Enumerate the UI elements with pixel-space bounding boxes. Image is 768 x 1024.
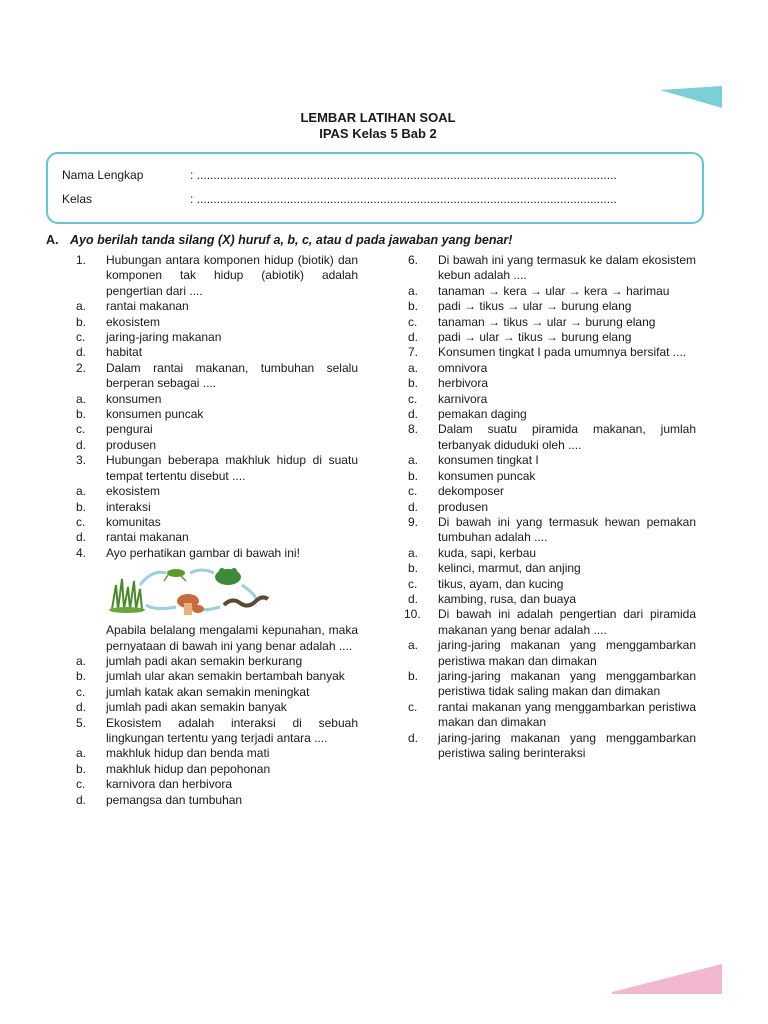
option-text: komunitas — [106, 514, 161, 529]
option-1c[interactable] — [76, 330, 358, 345]
name-field[interactable]: .............................................................................................................................. — [196, 168, 617, 182]
option-4a[interactable] — [76, 654, 358, 669]
section-instruction — [46, 233, 512, 247]
option-text: konsumen — [106, 391, 162, 406]
option-5b[interactable] — [76, 762, 358, 777]
food-chain-illustration — [106, 565, 358, 617]
question-stem: Ayo perhatikan gambar di bawah ini! — [106, 545, 300, 560]
option-10b[interactable] — [408, 669, 696, 700]
option-text: pemangsa dan tumbuhan — [106, 792, 243, 807]
option-letter: d. — [408, 730, 419, 745]
class-label: Kelas — [62, 192, 93, 206]
snake-icon — [224, 598, 268, 606]
option-letter: d. — [76, 530, 87, 545]
option-7b[interactable] — [408, 376, 696, 391]
option-letter: c. — [408, 314, 418, 329]
option-letter: c. — [408, 391, 418, 406]
option-7d[interactable] — [408, 407, 696, 422]
question-number: 2. — [76, 360, 87, 375]
question-2 — [76, 361, 358, 392]
question-number: 3. — [76, 453, 87, 468]
option-letter: c. — [408, 484, 418, 499]
right-column — [404, 253, 696, 761]
option-letter: a. — [408, 453, 419, 468]
option-text: jaring-jaring makanan yang menggambarkan peristiwa makan dan dimakan — [438, 638, 696, 668]
option-letter: a. — [76, 299, 87, 314]
instruction-text: Ayo berilah tanda silang (X) huruf a, b, c, atau d pada jawaban yang benar! — [70, 233, 513, 247]
page-title: LEMBAR LATIHAN SOAL — [300, 110, 456, 125]
arrow-icon — [190, 570, 214, 573]
option-9a[interactable] — [408, 546, 696, 561]
option-6d[interactable] — [408, 330, 696, 345]
section-letter: A. — [46, 233, 59, 247]
option-letter: c. — [76, 330, 86, 345]
question-6 — [408, 253, 696, 284]
question-number: 5. — [76, 715, 87, 730]
option-text: omnivora — [438, 360, 488, 375]
option-10d[interactable] — [408, 731, 696, 762]
option-text: padi → tikus → ular → burung elang — [438, 299, 632, 314]
food-chain-image — [106, 565, 346, 619]
grasshopper-icon — [164, 569, 186, 581]
option-9d[interactable] — [408, 592, 696, 607]
option-letter: c. — [76, 777, 86, 792]
option-text: ekosistem — [106, 314, 161, 329]
option-text: rantai makanan yang menggambarkan peristiwa makan dan dimakan — [438, 699, 696, 730]
option-text: rantai makanan — [106, 299, 189, 314]
option-4b[interactable] — [76, 669, 358, 684]
left-column — [76, 253, 358, 808]
option-letter: a. — [408, 638, 419, 653]
option-letter: b. — [408, 376, 419, 391]
question-stem: Dalam rantai makanan, tumbuhan selalu berperan sebagai .... — [106, 360, 358, 391]
option-3a[interactable] — [76, 484, 358, 499]
option-letter: c. — [76, 514, 86, 529]
option-letter: d. — [76, 700, 87, 715]
option-letter: a. — [408, 545, 419, 560]
question-10 — [404, 607, 696, 638]
option-9b[interactable] — [408, 561, 696, 576]
option-letter: d. — [408, 330, 419, 345]
option-letter: c. — [76, 684, 86, 699]
mushroom-icon — [177, 594, 204, 615]
option-5a[interactable] — [76, 746, 358, 761]
question-stem: Hubungan beberapa makhluk hidup di suatu tempat tertentu disebut .... — [106, 453, 358, 483]
identity-box — [46, 152, 704, 224]
question-number: 1. — [76, 253, 87, 267]
option-letter: a. — [76, 653, 87, 668]
question-number: 6. — [408, 253, 419, 267]
corner-decoration-top — [660, 86, 722, 108]
option-4c[interactable] — [76, 685, 358, 700]
option-text: makhluk hidup dan benda mati — [106, 746, 270, 761]
option-letter: a. — [408, 283, 419, 298]
option-text: kelinci, marmut, dan anjing — [438, 561, 581, 576]
question-stem: Dalam suatu piramida makanan, jumlah terbanyak diduduki oleh .... — [438, 422, 696, 452]
name-row — [62, 168, 617, 182]
question-8 — [408, 422, 696, 453]
question-number: 4. — [76, 545, 87, 560]
name-label: Nama Lengkap — [62, 168, 144, 182]
option-text: produsen — [438, 499, 489, 514]
option-text: rantai makanan — [106, 530, 189, 545]
arrow-icon — [242, 585, 256, 599]
option-1d[interactable] — [76, 345, 358, 360]
option-6b[interactable] — [408, 299, 696, 314]
option-6c[interactable] — [408, 315, 696, 330]
option-text: karnivora dan herbivora — [106, 777, 233, 792]
question-stem: Hubungan antara komponen hidup (biotik) dan komponen tak hidup (abiotik) adalah pengertian dari .... — [106, 253, 358, 298]
option-text: pengurai — [106, 422, 153, 437]
option-letter: b. — [408, 561, 419, 576]
option-letter: a. — [408, 360, 419, 375]
option-letter: d. — [76, 345, 87, 360]
class-separator: : — [190, 192, 194, 206]
option-letter: d. — [408, 407, 419, 422]
option-text: pemakan daging — [438, 407, 527, 422]
option-text: habitat — [106, 345, 143, 360]
arrow-icon — [140, 572, 166, 585]
option-text: kambing, rusa, dan buaya — [438, 591, 577, 606]
option-text: padi → ular → tikus → burung elang — [438, 330, 632, 345]
option-text: jumlah ular akan semakin bertambah banyak — [106, 669, 345, 684]
option-8b[interactable] — [408, 469, 696, 484]
option-letter: b. — [76, 407, 87, 422]
option-letter: a. — [76, 746, 87, 761]
option-letter: d. — [408, 499, 419, 514]
option-letter: c. — [408, 699, 418, 714]
option-5d[interactable] — [76, 793, 358, 808]
option-text: konsumen puncak — [438, 468, 536, 483]
option-text: jaring-jaring makanan yang menggambarkan peristiwa saling berinteraksi — [438, 730, 696, 760]
option-text: produsen — [106, 437, 157, 452]
option-text: tikus, ayam, dan kucing — [438, 576, 564, 591]
option-text: jaring-jaring makanan — [106, 330, 222, 345]
option-letter: b. — [76, 499, 87, 514]
question-stem: Di bawah ini adalah pengertian dari piramida makanan yang benar adalah .... — [438, 607, 696, 637]
question-5 — [76, 716, 358, 747]
option-letter: b. — [76, 761, 87, 776]
option-2a[interactable] — [76, 392, 358, 407]
option-letter: b. — [76, 669, 87, 684]
option-text: tanaman → kera → ular → kera → harimau — [438, 283, 670, 298]
option-1a[interactable] — [76, 299, 358, 314]
option-text: jumlah padi akan semakin berkurang — [106, 653, 303, 668]
question-number: 9. — [408, 514, 419, 529]
option-letter: b. — [408, 299, 419, 314]
question-3 — [76, 453, 358, 484]
question-number: 8. — [408, 422, 419, 437]
question-stem: Ekosistem adalah interaksi di sebuah lingkungan tertentu yang terjadi antara .... — [106, 715, 358, 745]
option-letter: c. — [408, 576, 418, 591]
option-letter: a. — [76, 484, 87, 499]
option-6a[interactable] — [408, 284, 696, 299]
name-separator: : — [190, 168, 194, 182]
option-8c[interactable] — [408, 484, 696, 499]
option-letter: b. — [76, 314, 87, 329]
option-7a[interactable] — [408, 361, 696, 376]
question-stem: Konsumen tingkat I pada umumnya bersifat .... — [438, 345, 687, 360]
option-4d[interactable] — [76, 700, 358, 715]
question-number: 7. — [408, 345, 419, 360]
option-text: dekomposer — [438, 484, 505, 499]
option-text: kuda, sapi, kerbau — [438, 545, 537, 560]
option-2c[interactable] — [76, 422, 358, 437]
corner-decoration-bottom — [612, 964, 722, 994]
question-stem: Di bawah ini yang termasuk hewan pemakan tumbuhan adalah .... — [438, 514, 696, 545]
option-letter: b. — [408, 468, 419, 483]
option-text: makhluk hidup dan pepohonan — [106, 761, 271, 776]
option-text: jumlah katak akan semakin meningkat — [106, 684, 310, 699]
option-10a[interactable] — [408, 638, 696, 669]
option-text: ekosistem — [106, 484, 161, 499]
option-8a[interactable] — [408, 453, 696, 468]
class-field[interactable]: .............................................................................................................................. — [196, 192, 617, 206]
option-3b[interactable] — [76, 500, 358, 515]
option-text: interaksi — [106, 499, 151, 514]
option-text: jumlah padi akan semakin banyak — [106, 700, 287, 715]
question-stem-continued: Apabila belalang mengalami kepunahan, maka pernyataan di bawah ini yang benar adalah .... — [106, 623, 358, 653]
question-number: 10. — [404, 607, 421, 622]
option-text: konsumen puncak — [106, 407, 204, 422]
option-text: karnivora — [438, 391, 488, 406]
arrow-icon — [146, 605, 176, 609]
class-row — [62, 192, 617, 206]
option-3c[interactable] — [76, 515, 358, 530]
option-7c[interactable] — [408, 392, 696, 407]
option-letter: b. — [408, 668, 419, 683]
option-1b[interactable] — [76, 315, 358, 330]
option-text: herbivora — [438, 376, 489, 391]
question-9 — [408, 515, 696, 546]
option-2d[interactable] — [76, 438, 358, 453]
question-1 — [76, 253, 358, 299]
frog-icon — [215, 568, 241, 585]
option-10c[interactable] — [408, 700, 696, 731]
page-subtitle: IPAS Kelas 5 Bab 2 — [319, 126, 437, 141]
option-letter: d. — [408, 591, 419, 606]
question-stem: Di bawah ini yang termasuk ke dalam ekosistem kebun adalah .... — [438, 253, 696, 283]
question-4 — [76, 546, 358, 654]
option-5c[interactable] — [76, 777, 358, 792]
option-letter: d. — [76, 437, 87, 452]
option-letter: a. — [76, 391, 87, 406]
option-9c[interactable] — [408, 577, 696, 592]
option-2b[interactable] — [76, 407, 358, 422]
option-text: konsumen tingkat I — [438, 453, 539, 468]
option-letter: c. — [76, 422, 86, 437]
option-8d[interactable] — [408, 500, 696, 515]
question-7 — [408, 345, 696, 360]
option-3d[interactable] — [76, 530, 358, 545]
option-text: tanaman → tikus → ular → burung elang — [438, 314, 656, 329]
option-text: jaring-jaring makanan yang menggambarkan peristiwa tidak saling makan dan dimakan — [438, 668, 696, 699]
option-letter: d. — [76, 792, 87, 807]
